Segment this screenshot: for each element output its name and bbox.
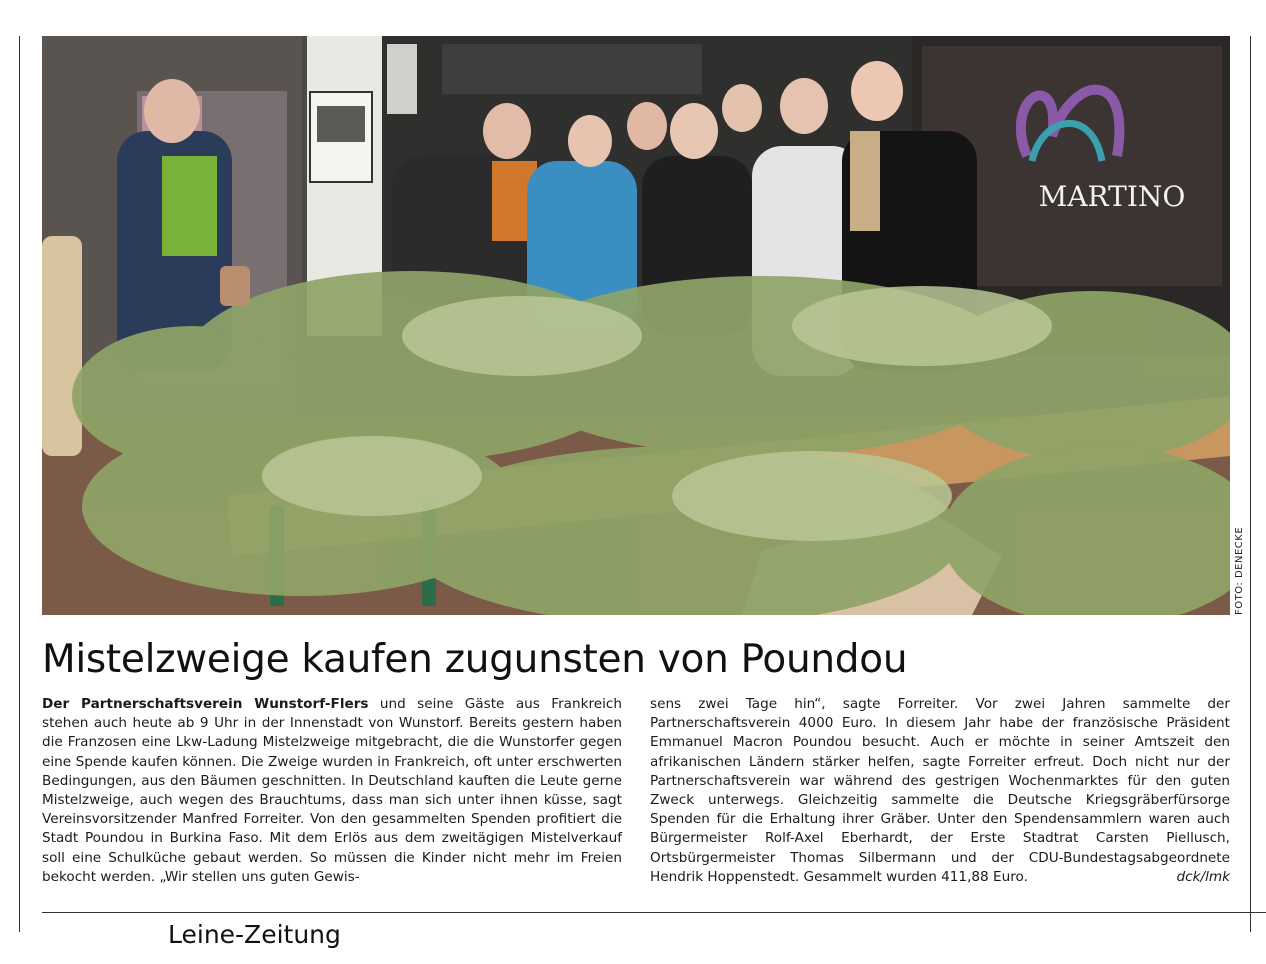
article-paragraph-1 [42,695,622,887]
article-lead: Der Partnerschaftsverein Wunstorf-Flers [42,696,369,712]
article-column-1 [42,695,622,887]
newspaper-source: Leine-Zeitung [168,920,341,949]
left-column-rule [19,36,20,932]
right-column-rule [1250,36,1251,932]
news-photo [42,36,1230,615]
article-headline: Mistelzweige kaufen zugunsten von Poundou [42,637,908,682]
article-paragraph-2 [650,695,1230,887]
article-body-col2: sens zwei Tage hin“, sagte Forreiter. Vor zwei Jahren sammelte der Partnerschaftsverein 4000 Euro. In diesem Jahr habe der französische Präsident Emmanuel Macron Poundou besucht. Auch er möchte in seiner Amtszeit den afrikanischen Ländern stärker helfen, sagte Forreiter erfreut. Doch nicht nur der Partnerschaftsverein war während des gestrigen Wochenmarktes für den guten Zweck unterwegs. Gleichzeitig sammelte die Deutsche Kriegsgräberfürsorge Spenden für die Erhaltung ihrer Gräber. Unter den Spendensammlern waren auch Bürgermeister Rolf-Axel Eberhardt, der Erste Stadtrat Carsten Piellusch, Ortsbürgermeister Thomas Silbermann und der CDU-Bundestagsabgeordnete Hendrik Hoppenstedt. Gesammelt wurden 411,88 Euro. [650,696,1230,885]
bottom-rule [42,912,1266,913]
mistletoe-branches [72,271,1230,615]
shop-sign-text: MARTINO [1038,180,1186,213]
article-column-2 [650,695,1230,887]
author-signature: dck/lmk [1176,868,1230,885]
article-body-col1: und seine Gäste aus Frankreich stehen auch heute ab 9 Uhr in der Innenstadt von Wunstorf. Bereits gestern haben die Franzosen eine Lkw-Ladung Mistelzweige mitgebracht, die die Wunstorfer gegen eine Spende kaufen können. Die Zweige wurden in Frankreich, oft unter erschwerten Bedingungen, aus den Bäumen geschnitten. In Deutschland kauften die Leute gerne Mistelzweige, auch wegen des Brauchtums, dass man sich unter ihnen küsse, sagt Vereinsvorsitzender Manfred Forreiter. Von den gesammelten Spenden profitiert die Stadt Poundou in Burkina Faso. Mit dem Erlös aus dem zweitägigen Mistelverkauf soll eine Schulküche gebaut werden. So müssen die Kinder nicht mehr im Freien bekocht werden. „Wir stellen uns guten Gewis- [42,696,622,885]
photo-credit: FOTO: DENECKE [1234,526,1245,615]
